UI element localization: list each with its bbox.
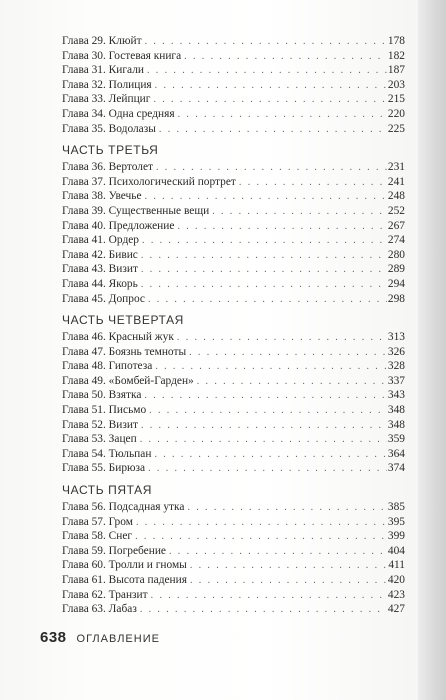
dot-leader: [135, 530, 387, 545]
toc-entry: [62, 500, 405, 515]
toc-entry: [62, 262, 405, 277]
chapter-page-number: 203: [387, 78, 405, 91]
chapter-page-number: 399: [387, 530, 405, 543]
chapter-title: Глава 40. Предложение: [62, 219, 175, 232]
chapter-page-number: 225: [387, 122, 405, 135]
toc-entry: [62, 204, 405, 219]
dot-leader: [148, 293, 387, 308]
dot-leader: [136, 516, 387, 531]
chapter-page-number: 326: [387, 345, 405, 358]
chapter-page-number: 348: [387, 418, 405, 431]
dot-leader: [178, 108, 387, 123]
chapter-title: Глава 34. Одна средняя: [62, 107, 175, 120]
chapter-title: Глава 36. Вертолет: [62, 161, 153, 174]
chapter-page-number: 182: [387, 49, 405, 62]
toc-section: [62, 140, 405, 306]
chapter-title: Глава 58. Снег: [62, 530, 133, 543]
toc-entry: [62, 49, 405, 64]
part-heading: ЧАСТЬ ПЯТАЯ: [62, 483, 153, 498]
chapter-page-number: 241: [387, 175, 405, 188]
running-title: ОГЛАВЛЕНИЕ: [76, 633, 160, 645]
chapter-title: Глава 61. Высота падения: [62, 574, 187, 586]
toc-entry: [62, 359, 405, 374]
toc-entry: [62, 248, 405, 263]
dot-leader: [177, 220, 386, 235]
table-of-contents: [62, 34, 405, 617]
chapter-page-number: 364: [387, 447, 405, 460]
toc-entry: [62, 92, 405, 107]
chapter-page-number: 187: [387, 64, 405, 77]
chapter-title: Глава 30. Гостевая книга: [62, 49, 182, 62]
page-footer: [40, 629, 160, 646]
dot-leader: [141, 278, 387, 293]
chapter-page-number: 411: [388, 559, 405, 572]
toc-section: [62, 480, 405, 617]
chapter-title: Глава 62. Транзит: [62, 588, 148, 601]
toc-entry: [62, 447, 405, 462]
toc-entry: [62, 122, 405, 137]
toc-entry: [62, 330, 405, 345]
chapter-title: Глава 56. Подсадная утка: [62, 501, 185, 514]
toc-entry: [62, 544, 405, 559]
part-heading: ЧАСТЬ ЧЕТВЕРТАЯ: [62, 313, 184, 328]
dot-leader: [148, 462, 387, 477]
toc-entry: [62, 233, 405, 248]
toc-entry: [62, 345, 405, 360]
toc-entry: [62, 277, 405, 292]
chapter-title: Глава 39. Существенные вещи: [62, 204, 210, 217]
page-number: 638: [40, 629, 67, 646]
toc-entry: [62, 63, 405, 78]
chapter-title: Глава 49. «Бомбей-Гарден»: [62, 374, 194, 387]
dot-leader: [159, 123, 387, 138]
chapter-title: Глава 32. Полиция: [62, 78, 152, 91]
toc-entry: [62, 588, 405, 603]
dot-leader: [155, 360, 387, 375]
dot-leader: [145, 190, 387, 205]
toc-entry: [62, 34, 405, 49]
dot-leader: [190, 574, 387, 589]
chapter-page-number: 404: [387, 544, 405, 557]
chapter-title: Глава 37. Психологический портрет: [62, 175, 236, 188]
chapter-page-number: 423: [387, 588, 405, 601]
toc-entry: [62, 602, 405, 617]
chapter-title: Глава 45. Допрос: [62, 292, 145, 305]
dot-leader: [190, 559, 388, 574]
toc-entry: [62, 558, 405, 573]
toc-entry: [62, 374, 405, 389]
chapter-title: Глава 53. Зацеп: [62, 433, 137, 446]
chapter-page-number: 280: [387, 248, 405, 261]
dot-leader: [154, 448, 386, 463]
toc-entry: [62, 432, 405, 447]
chapter-title: Глава 41. Ордер: [62, 234, 140, 247]
dot-leader: [145, 35, 387, 50]
dot-leader: [140, 433, 387, 448]
chapter-page-number: 267: [387, 219, 405, 232]
dot-leader: [147, 64, 387, 79]
toc-entry: [62, 78, 405, 93]
dot-leader: [177, 331, 387, 346]
chapter-title: Глава 63. Лабаз: [62, 603, 137, 616]
toc-entry: [62, 418, 405, 433]
chapter-page-number: 178: [387, 35, 405, 47]
chapter-page-number: 274: [387, 234, 405, 247]
chapter-page-number: 385: [387, 501, 405, 514]
chapter-title: Глава 43. Визит: [62, 263, 138, 276]
chapter-page-number: 328: [387, 360, 405, 373]
chapter-title: Глава 33. Лейпциг: [62, 93, 151, 106]
dot-leader: [212, 205, 387, 220]
chapter-page-number: 427: [387, 603, 405, 616]
chapter-page-number: 294: [387, 277, 405, 290]
chapter-title: Глава 59. Погребение: [62, 544, 166, 557]
toc-entry: [62, 529, 405, 544]
chapter-title: Глава 29. Клюйт: [62, 35, 142, 47]
chapter-title: Глава 55. Бирюза: [62, 462, 146, 475]
dot-leader: [189, 346, 387, 361]
toc-entry: [62, 219, 405, 234]
dot-leader: [187, 501, 386, 516]
dot-leader: [155, 79, 387, 94]
chapter-title: Глава 54. Тюльпан: [62, 447, 152, 460]
toc-entry: [62, 175, 405, 190]
chapter-title: Глава 51. Письмо: [62, 404, 147, 417]
dot-leader: [197, 375, 387, 390]
chapter-title: Глава 47. Боязнь темноты: [62, 345, 187, 358]
toc-entry: [62, 573, 405, 588]
dot-leader: [141, 249, 387, 264]
chapter-title: Глава 57. Гром: [62, 515, 133, 528]
chapter-page-number: 337: [387, 374, 405, 387]
chapter-title: Глава 44. Якорь: [62, 277, 138, 290]
dot-leader: [151, 589, 387, 604]
toc-entry: [62, 107, 405, 122]
dot-leader: [142, 234, 387, 249]
dot-leader: [169, 545, 387, 560]
part-heading: ЧАСТЬ ТРЕТЬЯ: [62, 143, 159, 158]
dot-leader: [144, 389, 386, 404]
toc-entry: [62, 160, 405, 175]
chapter-page-number: 231: [387, 161, 405, 174]
chapter-page-number: 313: [387, 331, 405, 344]
dot-leader: [184, 50, 387, 65]
chapter-title: Глава 48. Гипотеза: [62, 360, 153, 373]
dot-leader: [149, 404, 387, 419]
chapter-page-number: 359: [387, 433, 405, 446]
toc-entry: [62, 461, 405, 476]
chapter-title: Глава 46. Красный жук: [62, 331, 174, 344]
chapter-title: Глава 52. Визит: [62, 418, 138, 431]
chapter-page-number: 252: [387, 204, 405, 217]
dot-leader: [153, 93, 386, 108]
toc-entry: [62, 292, 405, 307]
chapter-title: Глава 60. Тролли и гномы: [62, 559, 187, 572]
toc-entry: [62, 388, 405, 403]
toc-section: [62, 310, 405, 476]
chapter-title: Глава 31. Кигали: [62, 64, 144, 77]
dot-leader: [156, 161, 387, 176]
dot-leader: [141, 263, 387, 278]
chapter-page-number: 374: [387, 462, 405, 475]
chapter-page-number: 220: [387, 107, 405, 120]
chapter-page-number: 343: [387, 389, 405, 402]
toc-entry: [62, 515, 405, 530]
chapter-page-number: 395: [387, 515, 405, 528]
chapter-title: Глава 38. Увечье: [62, 190, 142, 203]
dot-leader: [239, 176, 387, 191]
chapter-page-number: 215: [387, 93, 405, 106]
chapter-title: Глава 50. Взятка: [62, 389, 142, 402]
toc-entry: [62, 403, 405, 418]
chapter-title: Глава 35. Водолазы: [62, 122, 156, 135]
chapter-page-number: 420: [387, 574, 405, 586]
toc-section: [62, 34, 405, 136]
chapter-page-number: 348: [387, 404, 405, 417]
page-spine-shadow: [418, 0, 446, 700]
chapter-title: Глава 42. Бивис: [62, 248, 138, 261]
dot-leader: [140, 603, 387, 618]
chapter-page-number: 298: [387, 292, 405, 305]
dot-leader: [141, 419, 387, 434]
toc-entry: [62, 189, 405, 204]
chapter-page-number: 248: [387, 190, 405, 203]
chapter-page-number: 289: [387, 263, 405, 276]
